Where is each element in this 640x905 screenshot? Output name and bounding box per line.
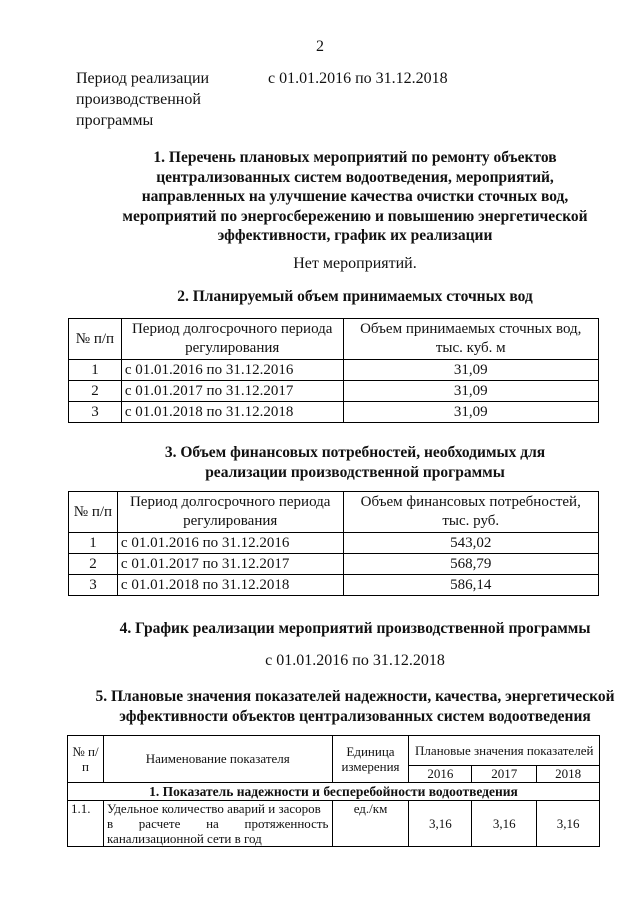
header-year: 2018	[537, 766, 600, 783]
period-label	[76, 68, 209, 131]
page-number: 2	[316, 38, 324, 55]
row-value: 586,14	[343, 575, 599, 596]
section-1-title-line: мероприятий по энергосбережению и повышению энергетической	[122, 207, 588, 225]
section-5-title-line: эффективности объектов централизованных систем водоотведения	[119, 707, 591, 725]
period-label-line: Период реализации	[76, 70, 210, 87]
section-1-title-line: централизованных систем водоотведения, мероприятий,	[156, 168, 554, 186]
section-5-title-line: 5. Плановые значения показателей надежности, качества, энергетической	[95, 688, 615, 705]
section-3-title-line: реализации производственной программы	[205, 463, 505, 481]
indicator-name-word: в	[106, 816, 114, 831]
row-value: 31,09	[343, 381, 599, 402]
table-header-row	[69, 492, 599, 533]
period-value: с 01.01.2016 по 31.12.2018	[268, 70, 448, 87]
indicators-table	[67, 735, 600, 847]
wastewater-volume-table	[68, 318, 599, 423]
row-value-2016: 3,16	[409, 801, 472, 847]
table-header-row	[69, 319, 599, 360]
row-period: с 01.01.2016 по 31.12.2016	[121, 360, 343, 381]
period-label-line: производственной	[76, 91, 201, 108]
row-value: 568,79	[343, 554, 599, 575]
row-number: 3	[69, 575, 118, 596]
row-value: 31,09	[343, 360, 599, 381]
row-number: 1	[69, 533, 118, 554]
header-number: № п/п	[69, 319, 122, 360]
header-volume: Объем принимаемых сточных вод, тыс. куб. м	[343, 319, 599, 360]
section-4-title: 4. График реализации мероприятий производственной программы	[119, 620, 591, 637]
table-row	[69, 533, 599, 554]
table-row	[68, 801, 600, 847]
row-period: с 01.01.2017 по 31.12.2017	[121, 381, 343, 402]
table-row	[69, 575, 599, 596]
group-title: 1. Показатель надежности и бесперебойности водоотведения	[68, 783, 600, 801]
row-number: 3	[69, 402, 122, 423]
row-period: с 01.01.2017 по 31.12.2017	[117, 554, 343, 575]
table-row	[69, 554, 599, 575]
header-number: № п/п	[69, 492, 118, 533]
section-1-note: Нет мероприятий.	[293, 255, 417, 272]
row-indicator-name	[103, 801, 332, 847]
row-value-2018: 3,16	[537, 801, 600, 847]
financial-needs-table	[68, 491, 599, 596]
row-value: 31,09	[343, 402, 599, 423]
header-year: 2017	[472, 766, 537, 783]
header-year: 2016	[409, 766, 472, 783]
table-row	[69, 381, 599, 402]
table-group-row	[68, 783, 600, 801]
section-3-title	[60, 443, 640, 482]
row-number: 2	[69, 554, 118, 575]
section-1-title-line: направленных на улучшение качества очистки сточных вод,	[141, 188, 569, 205]
indicator-name-word: на	[206, 816, 219, 831]
row-number: 1	[69, 360, 122, 381]
header-unit: Единица измерения	[332, 736, 409, 783]
table-header-row	[68, 736, 600, 766]
row-period: с 01.01.2018 по 31.12.2018	[121, 402, 343, 423]
row-period: с 01.01.2018 по 31.12.2018	[117, 575, 343, 596]
header-period: Период долгосрочного периода регулирования	[117, 492, 343, 533]
row-period: с 01.01.2016 по 31.12.2016	[117, 533, 343, 554]
section-5-title	[60, 687, 640, 726]
row-value: 543,02	[343, 533, 599, 554]
indicator-name-word: расчете	[138, 816, 181, 831]
row-number: 1.1.	[68, 801, 104, 847]
table-row	[69, 360, 599, 381]
indicator-name-line: канализационной сети в год	[106, 831, 262, 846]
section-1-title-line: эффективности, график их реализации	[217, 227, 493, 244]
row-value-2017: 3,16	[472, 801, 537, 847]
indicator-name-line	[107, 816, 329, 831]
header-number: № п/п	[68, 736, 104, 783]
indicator-name-line: Удельное количество аварий и засоров	[106, 801, 321, 816]
section-2-title: 2. Планируемый объем принимаемых сточных вод	[177, 288, 533, 305]
header-indicator-name: Наименование показателя	[103, 736, 332, 783]
table-row	[69, 402, 599, 423]
section-4-period: с 01.01.2016 по 31.12.2018	[265, 652, 445, 669]
section-1-title	[60, 148, 640, 246]
period-label-line: программы	[76, 112, 154, 129]
row-unit: ед./км	[332, 801, 409, 847]
section-1-title-line: 1. Перечень плановых мероприятий по ремонту объектов	[153, 149, 557, 166]
row-number: 2	[69, 381, 122, 402]
indicator-name-word: протяженность	[244, 816, 329, 831]
header-period: Период долгосрочного периода регулирования	[121, 319, 343, 360]
header-planned-values: Плановые значения показателей	[409, 736, 600, 766]
section-3-title-line: 3. Объем финансовых потребностей, необходимых для	[164, 444, 546, 461]
header-financial-needs: Объем финансовых потребностей, тыс. руб.	[343, 492, 599, 533]
